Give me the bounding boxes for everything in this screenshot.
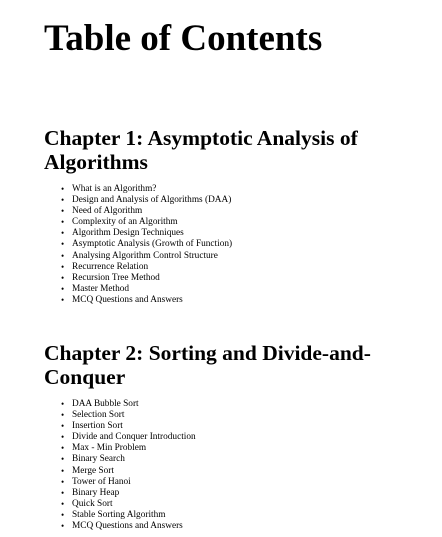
list-item <box>61 465 196 477</box>
bullet-icon: • <box>61 239 65 250</box>
bullet-icon: • <box>61 206 65 217</box>
chapter-2-heading: Chapter 2: Sorting and Divide-and-Conquer <box>44 341 371 389</box>
page-title: Table of Contents <box>44 18 323 59</box>
bullet-icon: • <box>61 487 65 498</box>
topic-label: Design and Analysis of Algorithms (DAA) <box>72 195 232 206</box>
chapter-1-topic-list <box>61 184 233 306</box>
topic-label: Merge Sort <box>72 465 114 476</box>
bullet-icon: • <box>61 228 65 239</box>
bullet-icon: • <box>61 498 65 509</box>
topic-label: Divide and Conquer Introduction <box>72 432 196 443</box>
list-item <box>61 476 196 488</box>
bullet-icon: • <box>61 184 65 194</box>
list-item <box>61 283 232 295</box>
list-item <box>61 184 232 195</box>
list-item <box>61 195 232 206</box>
list-item <box>61 261 232 273</box>
bullet-icon: • <box>61 217 65 228</box>
topic-label: MCQ Questions and Answers <box>72 294 183 305</box>
topic-label: Recursion Tree Method <box>72 272 160 283</box>
topic-label: Analysing Algorithm Control Structure <box>72 250 218 261</box>
topic-label: Need of Algorithm <box>72 206 143 217</box>
topic-label: What is an Algorithm? <box>72 184 157 194</box>
topic-label: MCQ Questions and Answers <box>72 521 183 532</box>
bullet-icon: • <box>61 476 65 487</box>
list-item <box>61 206 232 217</box>
topic-label: Binary Heap <box>72 487 120 498</box>
bullet-icon: • <box>61 421 65 432</box>
bullet-icon: • <box>61 283 65 294</box>
bullet-icon: • <box>61 399 65 409</box>
topic-label: Asymptotic Analysis (Growth of Function) <box>72 239 233 250</box>
list-item <box>61 272 232 284</box>
chapter-2-topic-list <box>61 399 196 532</box>
chapter-1-heading: Chapter 1: Asymptotic Analysis of Algorithms <box>44 126 358 174</box>
topic-label: Binary Search <box>72 454 125 465</box>
bullet-icon: • <box>61 454 65 465</box>
bullet-icon: • <box>61 250 65 261</box>
list-item <box>61 487 196 499</box>
topic-label: Max - Min Problem <box>72 443 147 454</box>
topic-label: Quick Sort <box>72 498 113 509</box>
bullet-icon: • <box>61 509 65 520</box>
bullet-icon: • <box>61 410 65 421</box>
list-item <box>61 509 196 521</box>
bullet-icon: • <box>61 195 65 206</box>
list-item <box>61 250 232 262</box>
topic-label: DAA Bubble Sort <box>72 399 139 409</box>
topic-label: Algorithm Design Techniques <box>72 228 184 239</box>
list-item <box>61 443 196 454</box>
list-item <box>61 432 196 443</box>
list-item <box>61 410 196 421</box>
topic-label: Recurrence Relation <box>72 261 149 272</box>
list-item <box>61 399 196 410</box>
bullet-icon: • <box>61 465 65 476</box>
topic-label: Insertion Sort <box>72 421 123 432</box>
list-item <box>61 498 196 510</box>
bullet-icon: • <box>61 261 65 272</box>
list-item <box>61 228 232 239</box>
list-item <box>61 521 196 532</box>
list-item <box>61 239 233 250</box>
topic-label: Complexity of an Algorithm <box>72 217 178 228</box>
bullet-icon: • <box>61 521 65 532</box>
bullet-icon: • <box>61 294 65 305</box>
topic-label: Stable Sorting Algorithm <box>72 509 166 520</box>
bullet-icon: • <box>61 432 65 443</box>
bullet-icon: • <box>61 272 65 283</box>
bullet-icon: • <box>61 443 65 454</box>
list-item <box>61 294 232 306</box>
topic-label: Master Method <box>72 283 130 294</box>
topic-label: Selection Sort <box>72 410 125 421</box>
list-item <box>61 217 232 228</box>
list-item <box>61 454 196 465</box>
topic-label: Tower of Hanoi <box>72 476 131 487</box>
list-item <box>61 421 196 432</box>
